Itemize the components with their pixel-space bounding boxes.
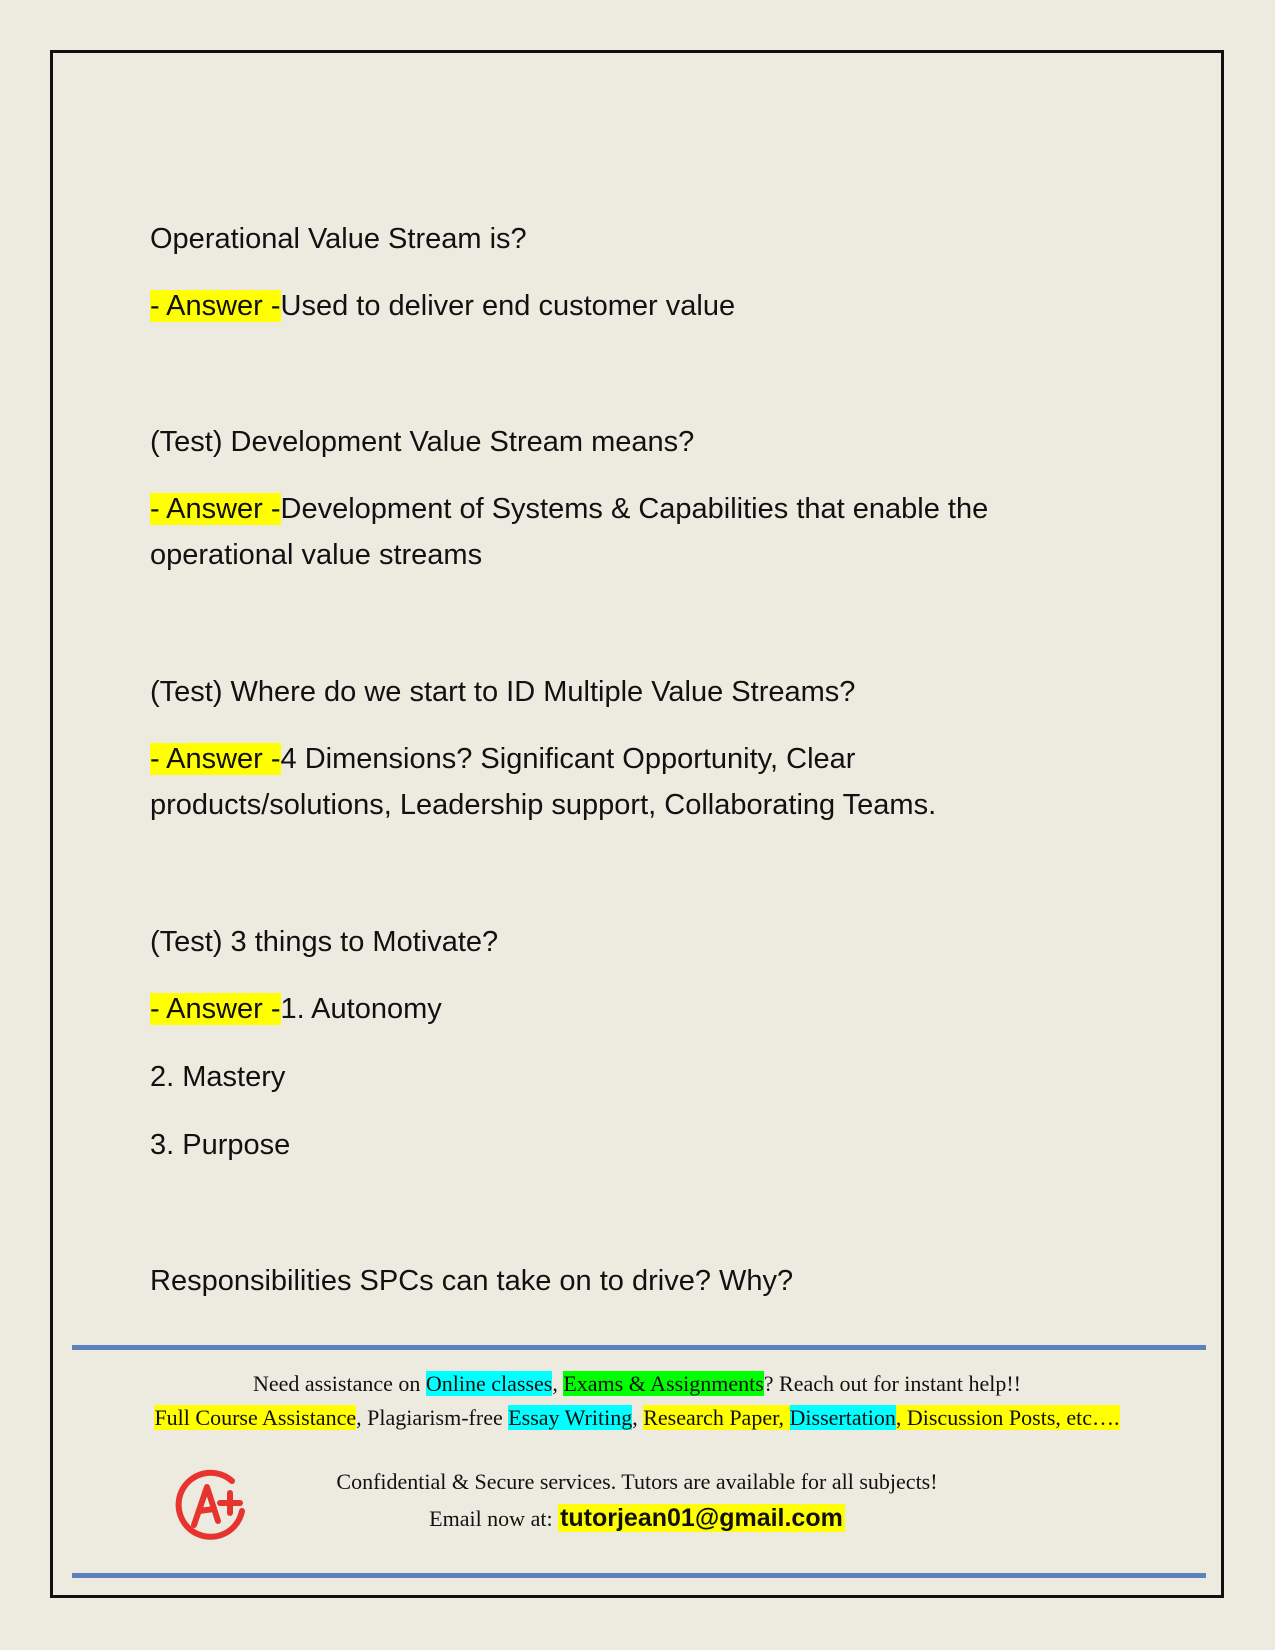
answer-2-continued: operational value streams [150, 539, 483, 571]
online-classes-highlight: Online classes [425, 1371, 553, 1396]
footer-line-1 [50, 1369, 1224, 1399]
page-border [50, 50, 1224, 1598]
footer-text: , [552, 1371, 564, 1396]
answer-3-continued: products/solutions, Leadership support, Collaborating Teams. [150, 789, 937, 821]
answer-1 [150, 288, 735, 324]
dissertation-highlight: Dissertation [789, 1405, 896, 1430]
footer-rule-top [72, 1345, 1206, 1350]
footer-text: , [632, 1405, 644, 1430]
email-link[interactable]: tutorjean01@gmail.com [560, 1504, 843, 1532]
question-1: Operational Value Stream is? [150, 223, 527, 255]
footer-text: ? Reach out for instant help!! [763, 1371, 1021, 1396]
full-course-highlight: Full Course Assistance [154, 1405, 357, 1430]
answer-text: 4 Dimensions? Significant Opportunity, Clear [280, 743, 856, 775]
email-label: Email now at: [429, 1506, 559, 1531]
answer-text: 1. Autonomy [280, 993, 442, 1025]
answer-prefix: - Answer - [150, 493, 281, 525]
list-item: 2. Mastery [150, 1061, 286, 1093]
discussion-posts-highlight: , Discussion Posts, etc…. [895, 1405, 1120, 1430]
answer-text: Used to deliver end customer value [280, 290, 736, 322]
question-4: (Test) 3 things to Motivate? [150, 926, 499, 958]
question-5: Responsibilities SPCs can take on to drive? Why? [150, 1265, 794, 1297]
question-2: (Test) Development Value Stream means? [150, 426, 695, 458]
footer-text: , Plagiarism-free [356, 1405, 509, 1430]
footer-line-4 [50, 1503, 1224, 1534]
answer-prefix: - Answer - [150, 993, 281, 1025]
list-item: 3. Purpose [150, 1129, 291, 1161]
question-3: (Test) Where do we start to ID Multiple Value Streams? [150, 676, 856, 708]
answer-3 [150, 741, 855, 777]
essay-writing-highlight: Essay Writing [508, 1405, 633, 1430]
answer-4 [150, 991, 442, 1027]
research-paper-highlight: Research Paper, [643, 1405, 790, 1430]
answer-prefix: - Answer - [150, 743, 281, 775]
footer-text: Need assistance on [252, 1371, 426, 1396]
answer-prefix: - Answer - [150, 290, 281, 322]
answer-2 [150, 491, 988, 527]
answer-text: Development of Systems & Capabilities that enable the [280, 493, 989, 525]
footer-line-2 [50, 1403, 1224, 1433]
exams-assignments-highlight: Exams & Assignments [563, 1371, 764, 1396]
footer-rule-bottom [72, 1573, 1206, 1578]
footer-line-3: Confidential & Secure services. Tutors are available for all subjects! [336, 1469, 938, 1494]
